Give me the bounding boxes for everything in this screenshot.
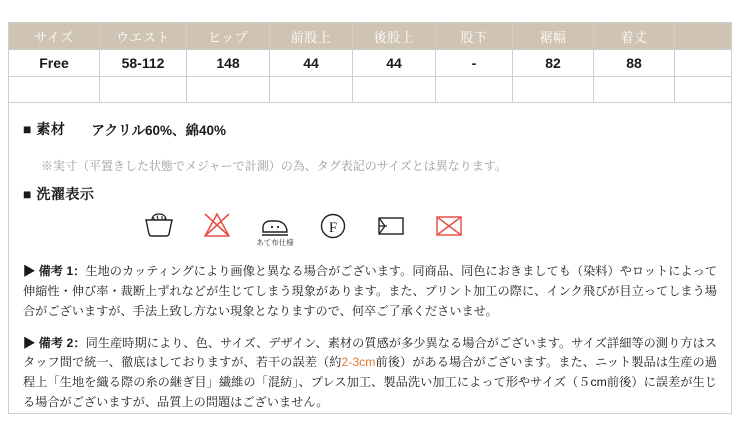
size-table-header-row [9,23,731,50]
cell-length: 88 [594,50,675,77]
col-header-waist: ウエスト [100,23,187,50]
cell-empty-9 [675,77,732,103]
spec-frame [8,22,732,414]
care-symbols [9,206,731,250]
col-header-size: サイズ [9,23,100,50]
measurement-note: ※実寸（平置きした状態でメジャーで計測）の為、タグ表記のサイズとは異なります。 [41,159,507,173]
cell-size: Free [9,50,100,77]
cell-hip: 148 [187,50,270,77]
col-header-length: 着丈 [594,23,675,50]
flat-dry-icon [371,206,411,246]
hand-wash-icon [139,206,179,246]
remark-1-text: 生地のカッティングにより画像と異なる場合がございます。同商品、同色におきましても（染料）やロットによって伸縮性・伸び率・裁断上ずれなどが生じてしまう現象があります。また、プリント加工の際に、インク飛びが目立ってしまう場合がございますが、手法上致し方ない現象となりますので、何卒ご了承くださいませ。 [23,264,718,318]
cell-empty-4 [270,77,353,103]
col-header-front-rise: 前股上 [270,23,353,50]
size-table-head [9,23,731,50]
iron-icon-caption: あて布仕様 [256,238,294,247]
material-section [9,103,731,155]
cell-empty-3 [187,77,270,103]
remark-2-text-1: 同生産時期により、色、サイズ、デザイン、素材の質感が多少異なる場合がございます。サイズ詳細等の測り方はスタッフ間で統一、徹底はしておりますが、若干の誤差（約 [23,335,717,370]
cell-front-rise: 44 [270,50,353,77]
col-header-blank [675,23,732,50]
material-value: アクリル60%、綿40% [91,123,226,138]
remark-2-highlight: 2-3cm [341,355,376,370]
col-header-hip: ヒップ [187,23,270,50]
size-table [9,23,731,103]
cell-empty-6 [436,77,513,103]
table-row [9,50,731,77]
iron-low-icon [255,206,295,246]
remark-1-lead: ▶ 備考 1： [23,264,86,279]
no-tumble-dry-icon [429,206,469,246]
cell-back-rise: 44 [353,50,436,77]
material-label: ■ 素材 [23,121,66,137]
size-table-body [9,50,731,103]
cell-waist: 58-112 [100,50,187,77]
cell-empty-5 [353,77,436,103]
wash-label: ■ 洗濯表示 [23,186,95,202]
remark-2-text-2: 前後）がある場合がございます。また、ニット製品は生産の過程上「生地を織る際の糸の継ぎ目」繊維の「混紡」、プレス加工、製品洗い加工によって形やサイズ（５cm前後）に誤差が生じる場合がございますが、品質上の問題はございません。 [23,355,717,409]
remark-2 [23,334,717,413]
remarks-section [9,262,731,413]
cell-hem-width: 82 [513,50,594,77]
svg-text:F: F [328,220,338,236]
cell-empty-8 [594,77,675,103]
cell-empty-1 [9,77,100,103]
cell-empty-2 [100,77,187,103]
col-header-inseam: 股下 [436,23,513,50]
remark-1 [23,262,717,321]
wash-section-label-wrap [9,184,731,204]
cell-inseam: - [436,50,513,77]
no-bleach-icon [197,206,237,246]
cell-empty-7 [513,77,594,103]
cell-blank [675,50,732,77]
remark-2-lead: ▶ 備考 2： [23,335,86,350]
col-header-hem-width: 裾幅 [513,23,594,50]
table-row [9,77,731,103]
col-header-back-rise: 後股上 [353,23,436,50]
dry-clean-f-icon [313,206,353,246]
